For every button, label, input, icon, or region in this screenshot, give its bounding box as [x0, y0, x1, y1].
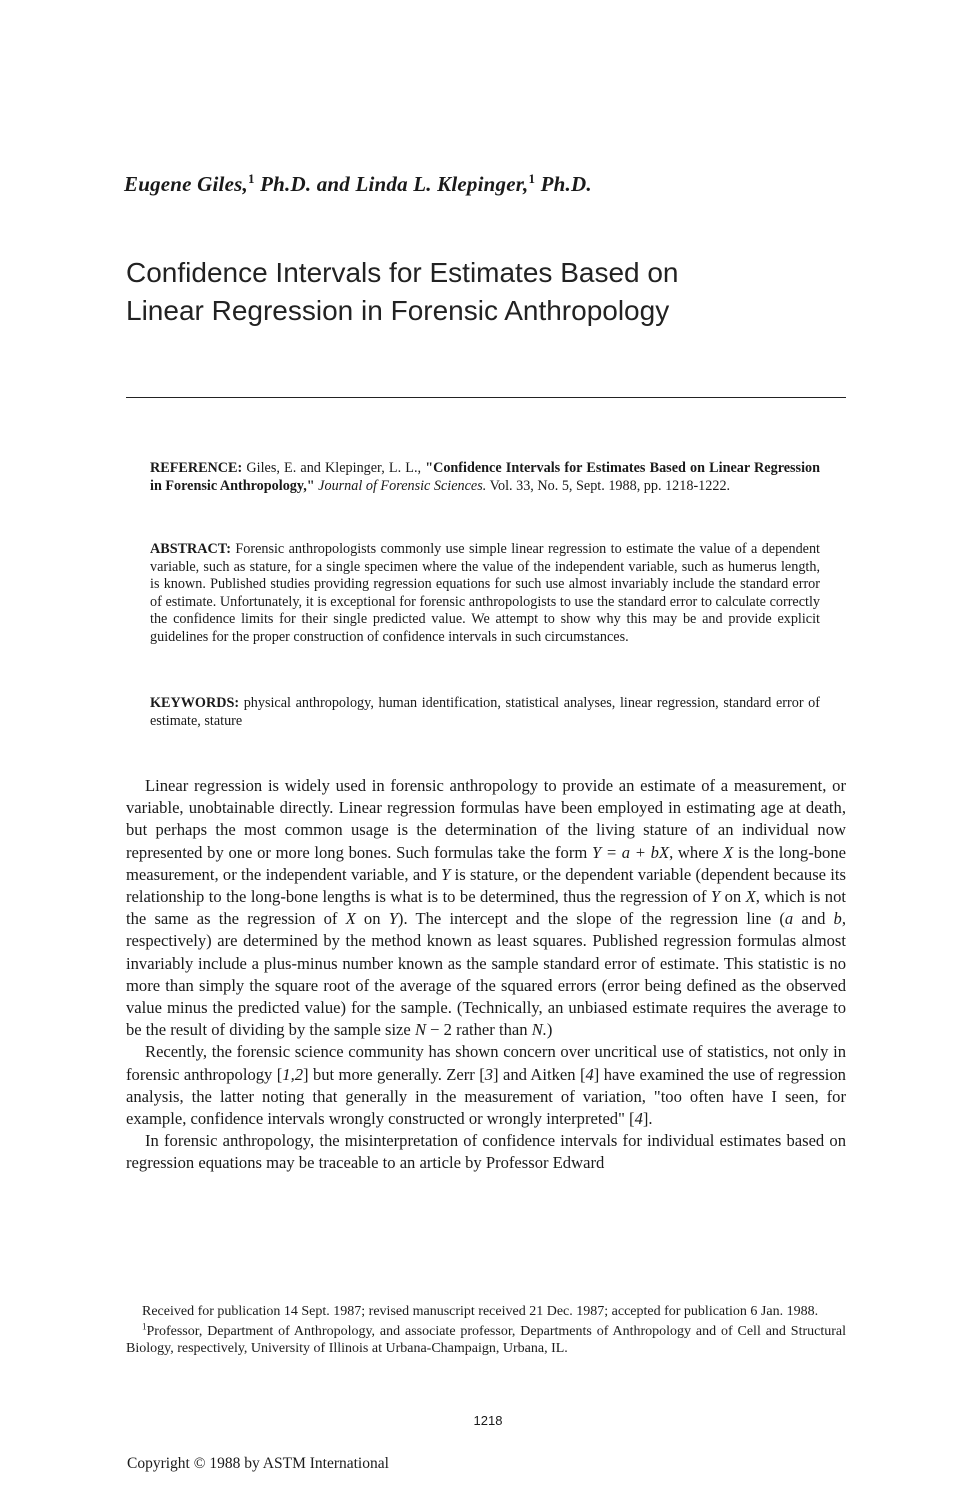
text-run: , where: [669, 842, 724, 862]
keywords-label: KEYWORDS:: [150, 695, 240, 711]
page-number: 1218: [473, 1413, 503, 1428]
author-1-degree: Ph.D. and: [254, 172, 356, 196]
author-2-footnote-mark: 1: [528, 171, 536, 186]
footnotes: [126, 1303, 846, 1360]
author-1-footnote-mark: 1: [247, 171, 255, 186]
text-run: is the long-bone measurement, or the independent variable, and: [126, 842, 846, 884]
body-text: [126, 775, 846, 1175]
variable: Y: [388, 909, 398, 929]
citation: 4: [585, 1064, 594, 1084]
text-run: , respectively) are determined by the method known as least squares. Published regression formulas almost invariably include a plus-minus number known as the sample standard error of estimate. This statistic is no more than simply the square root of the average of the squared errors (error being defined as the observed value minus the predicted value) for the sample. (Technically, an unbiased estimate requires the average to be the result of dividing by the sample size: [126, 909, 846, 1040]
footnote-received: Received for publication 14 Sept. 1987; revised manuscript received 21 Dec. 1987; accepted for publication 6 Jan. 1988.: [142, 1304, 819, 1319]
citation: 1,2: [282, 1064, 304, 1084]
text-run: and: [793, 909, 834, 929]
text-run: ] have examined the use of regression analysis, the latter noting that generally in the measurement of variation, "too often have I seen, for example, confidence intervals wrongly constructed or wrongly interpreted" [: [126, 1064, 846, 1129]
text-run: on: [720, 887, 746, 907]
text-run: on: [355, 909, 389, 929]
paper-title-line-1: Confidence Intervals for Estimates Based on: [126, 257, 679, 288]
reference-article-title: "Confidence Intervals for Estimates Based on Linear Regression in Forensic Anthropology,": [150, 460, 820, 494]
reference-authors: Giles, E. and Klepinger, L. L.,: [242, 460, 426, 476]
footnote-mark: 1: [142, 1320, 147, 1331]
text-run: , which is not the same as the regression of: [126, 887, 847, 929]
authors-line: [124, 172, 592, 197]
keywords-text: physical anthropology, human identification, statistical analyses, linear regression, standard error of estimate, stature: [150, 695, 820, 729]
keywords-block: [150, 695, 820, 730]
reference-journal: Journal of Forensic Sciences.: [314, 477, 487, 494]
text-run: ): [546, 1020, 553, 1040]
footnote-affiliation: [126, 1320, 846, 1358]
paper-title-line-2: Linear Regression in Forensic Anthropology: [126, 295, 670, 326]
text-run: ] but more generally. Zerr [: [303, 1064, 485, 1084]
author-2-name: Linda L. Klepinger,: [355, 172, 529, 196]
reference-label: REFERENCE:: [150, 460, 243, 476]
variable: X: [745, 887, 756, 907]
variable: Y: [441, 864, 451, 884]
reference-details: Vol. 33, No. 5, Sept. 1988, pp. 1218-1222.: [486, 477, 731, 494]
variable: X: [723, 842, 734, 862]
copyright-notice: Copyright © 1988 by ASTM International: [127, 1455, 389, 1472]
variable: X: [345, 909, 356, 929]
body-paragraph-3: In forensic anthropology, the misinterpretation of confidence intervals for individual estimates based on regression equations may be traceable to an article by Professor Edward: [126, 1131, 846, 1173]
reference-block: [150, 460, 820, 495]
abstract-block: [150, 541, 820, 647]
abstract-label: ABSTRACT:: [150, 541, 231, 557]
author-1-name: Eugene Giles,: [124, 172, 248, 196]
citation: 3: [484, 1064, 494, 1084]
body-paragraph-2: [126, 1041, 846, 1130]
text-run: ). The intercept and the slope of the regression line (: [397, 909, 785, 929]
text-run: − 2 rather than: [426, 1020, 532, 1040]
text-run: Recently, the forensic science community has shown concern over uncritical use of statistics, not only in forensic anthropology [: [126, 1042, 846, 1084]
text-run: ].: [642, 1109, 653, 1129]
text-run: ] and Aitken [: [493, 1064, 586, 1084]
paper-title: [126, 254, 846, 330]
text-run: Linear regression is widely used in forensic anthropology to provide an estimate of a measurement, or variable, unobtainable directly. Linear regression formulas have been employed in estimating age at death, but perhaps the most common usage is the determination of the living stature of an individual now represented by one or more long bones. Such formulas take the form: [126, 776, 846, 862]
abstract-text: Forensic anthropologists commonly use simple linear regression to estimate the value of a dependent variable, such as stature, for a single specimen where the value of the independent variable, such as humerus length, is known. Published studies providing regression equations for such use almost invariably include the standard error of estimate. Unfortunately, it is exceptional for forensic anthropologists to use the standard error to calculate correctly the confidence limits for their single predicted value. We attempt to show why this may be and provide explicit guidelines for the proper construction of confidence intervals in such circumstances.: [150, 541, 820, 645]
variable: b: [833, 909, 842, 929]
title-divider: [126, 397, 846, 398]
citation: 4: [634, 1109, 643, 1129]
body-paragraph-1: [126, 775, 846, 1041]
author-2-degree: Ph.D.: [535, 172, 592, 196]
variable: a: [784, 909, 794, 929]
formula: Y = a + bX: [591, 842, 670, 862]
variable: N.: [531, 1020, 547, 1040]
variable: N: [414, 1020, 427, 1040]
variable: Y: [710, 887, 721, 907]
footnote-affiliation-text: Professor, Department of Anthropology, and associate professor, Departments of Anthropology and of Cell and Structural Biology, respectively, University of Illinois at Urbana-Champaign, Urbana, IL.: [126, 1323, 846, 1357]
text-run: is stature, or the dependent variable (dependent because its relationship to the long-bone lengths is what is to be determined, thus the regression of: [126, 864, 846, 907]
